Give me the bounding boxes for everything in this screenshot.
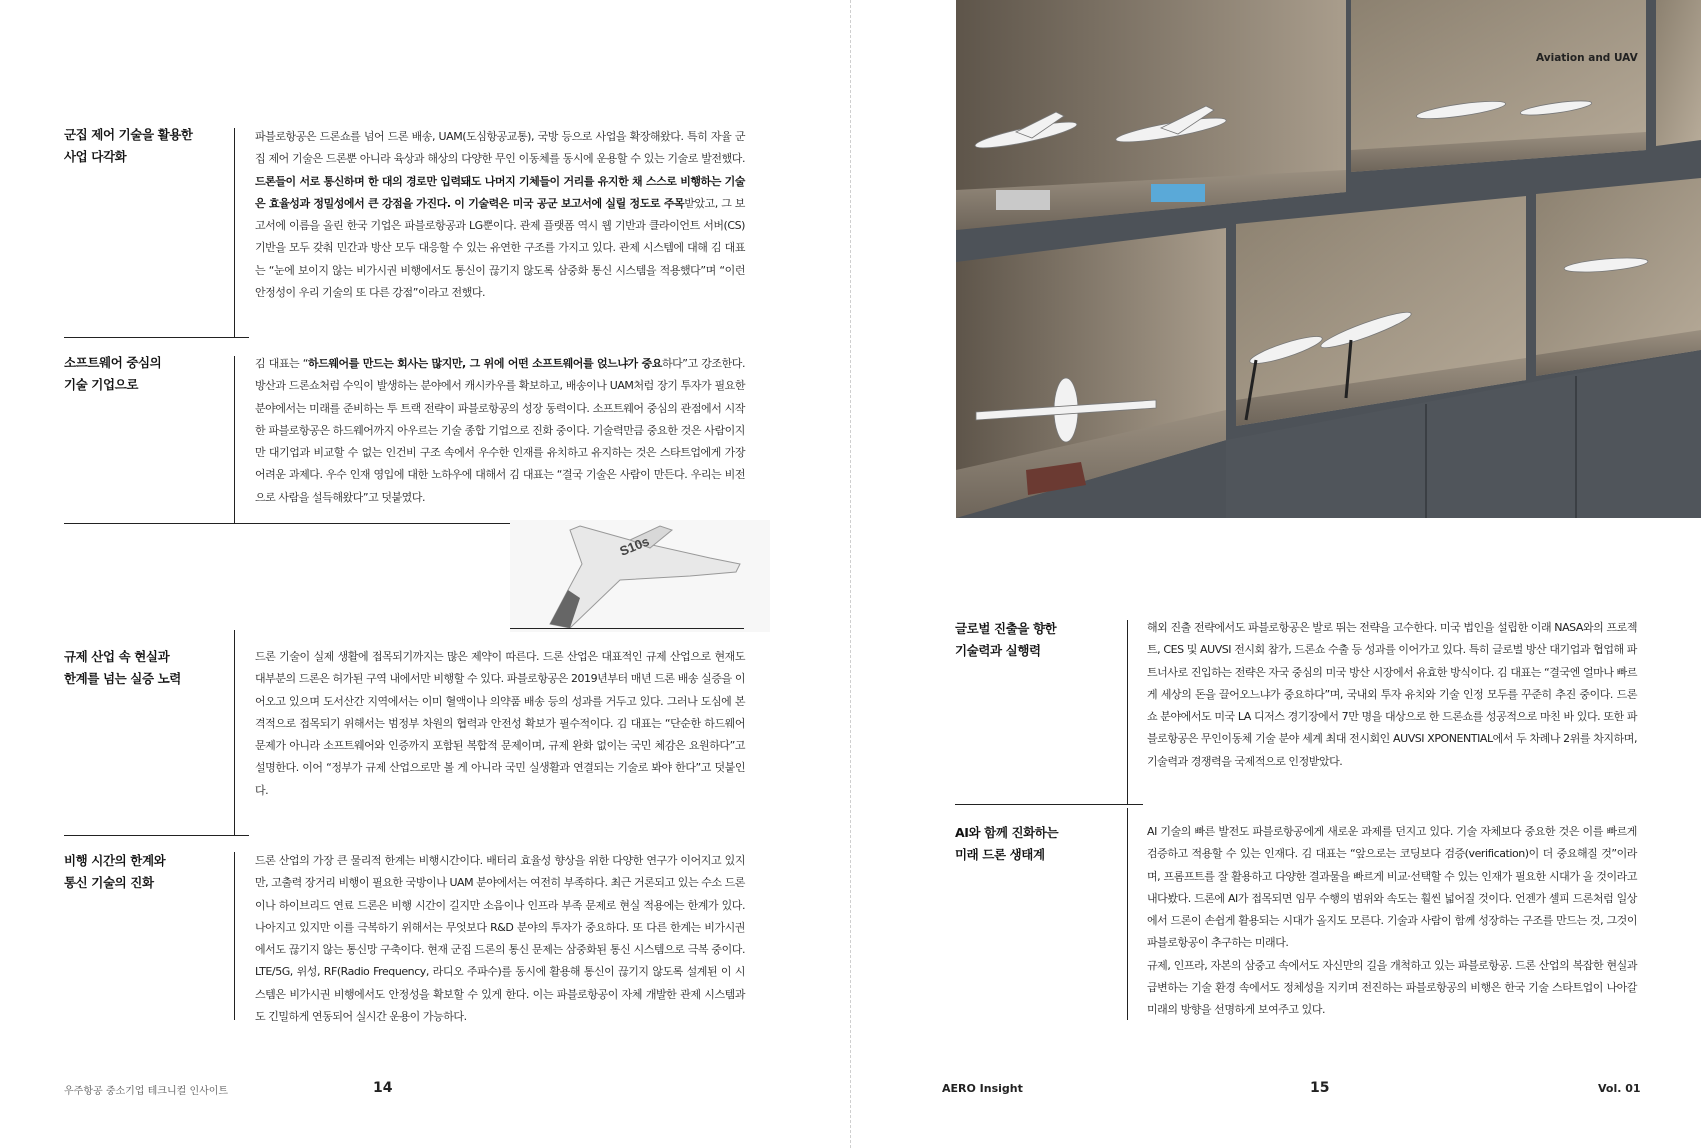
section-title-line: 기술 기업으로 — [64, 377, 139, 392]
section-title-line: 비행 시간의 한계와 — [64, 853, 166, 868]
page-number: 15 — [1310, 1080, 1330, 1096]
section-title-line: 규제 산업 속 현실과 — [64, 649, 170, 664]
section-vertical-rule — [234, 630, 235, 836]
paragraph-emphasis: 하드웨어를 만드는 회사는 많지만, 그 위에 어떤 소프트웨어를 얹느냐가 중요 — [308, 357, 662, 370]
paragraph-text: 규제, 인프라, 자본의 삼중고 속에서도 자신만의 길을 개척하고 있는 파블로항공. 드론 산업의 복잡한 현실과 급변하는 기술 환경 속에서도 정체성을 지키며 전진하는 파블로항공의 비행은 한국 기술 스타트업이 나아갈 미래의 방향을 선명하게 보여주고 있다. — [1147, 958, 1637, 1017]
section-paragraph-3 — [255, 646, 745, 802]
section-title-line: 군집 제어 기술을 활용한 — [64, 127, 193, 142]
paragraph-text: 하다”고 강조한다. 방산과 드론쇼처럼 수익이 발생하는 분야에서 캐시카우를 확보하고, 배송이나 UAM처럼 장기 투자가 필요한 분야에서는 미래를 준비하는 투 트랙 전략이 파블로항공의 성장 동력이다. 소프트웨어 중심의 관점에서 시작한 파블로항공은 하드웨어까지 아우르는 기술 종합 기업으로 진화 중이다. 기술력만큼 중요한 것은 사람이지만 대기업과 비교할 수 없는 인건비 구조 속에서 우수한 인재를 유치하고 유지하는 것은 스타트업에게 가장 어려운 과제다. 우수 인재 영입에 대한 노하우에 대해서 김 대표는 “결국 기술은 사람이 만든다. 우리는 비전으로 사람을 설득해왔다”고 덧붙였다. — [255, 357, 746, 504]
paragraph-text: 받았고, 그 보고서에 이름을 올린 한국 기업은 파블로항공과 LG뿐이다. 관제 플랫폼 역시 웹 기반과 클라이언트 서버(CS) 기반을 모두 갖춰 민간과 방산 모두 대응할 수 있는 유연한 구조를 가지고 있다. 관제 시스템에 대해 김 대표는 “눈에 보이지 않는 비가시권 비행에서도 통신이 끊기지 않도록 삼중화 통신 시스템을 적용했다”며 “이런 안정성이 우리 기술의 또 다른 강점”이라고 전했다. — [255, 196, 745, 300]
model-stand-base — [996, 190, 1050, 210]
footer-publication-text: 우주항공 중소기업 테크니컬 인사이트 — [64, 1086, 229, 1097]
paragraph-text: 김 대표는 “ — [255, 357, 309, 370]
section-title-line: 글로벌 진출을 향한 — [955, 621, 1057, 636]
paragraph-text: 드론 기술이 실제 생활에 접목되기까지는 많은 제약이 따른다. 드론 산업은 대표적인 규제 산업으로 현재도 대부분의 드론은 허가된 구역 내에서만 비행할 수 있다. 파블로항공은 2019년부터 매년 드론 배송 실증을 이어오고 있으며 도서산간 지역에서는 이미 혈액이나 의약품 배송 등의 성과를 거두고 있다. 그러나 도심에 본격적으로 접목되기 위해서는 범정부 차원의 협력과 안전성 확보가 필수적이다. 김 대표는 “단순한 하드웨어 문제가 아니라 소프트웨어와 인증까지 포함된 복합적 문제이며, 규제 완화 없이는 국민 체감은 요원하다”고 설명한다. 이어 “정부가 규제 산업으로만 볼 게 아니라 국민 실생활과 연결되는 기술로 봐야 한다”고 덧붙인다. — [255, 650, 745, 797]
section-title-1 — [64, 124, 193, 168]
drone-marking-text: S10s — [617, 533, 652, 559]
section-horizontal-rule — [510, 628, 744, 629]
section-horizontal-rule — [955, 804, 1143, 805]
paragraph-emphasis: 드론들이 서로 통신하며 한 대의 경로만 입력돼도 나머지 기체들이 거리를 유지한 채 스스로 비행하는 기술은 효율성과 정밀성에서 큰 강점을 가진다. 이 기술력은 미국 공군 보고서에 실릴 정도로 주목 — [255, 174, 745, 210]
section-title-line: AI와 함께 진화하는 — [955, 825, 1059, 840]
section-vertical-rule — [234, 128, 235, 338]
paragraph-text: 드론 산업의 가장 큰 물리적 한계는 비행시간이다. 배터리 효율성 향상을 위한 다양한 연구가 이어지고 있지만, 고출력 장거리 비행이 필요한 국방이나 UAM 분야에서는 여전히 부족하다. 최근 거론되고 있는 수소 드론이나 하이브리드 연료 드론은 비행 시간이 길지만 소음이나 인프라 부족 문제로 현실 적용에는 한계가 있다. 나아지고 있지만 이를 극복하기 위해서는 무엇보다 R&D 분야의 투자가 중요하다. 또 다른 한계는 비가시권에서도 끊기지 않는 통신망 구축이다. 현재 군집 드론의 통신 문제는 삼중화된 통신 시스템으로 극복 중이다. LTE/5G, 위성, RF(Radio Frequency, 라디오 주파수)를 동시에 활용해 통신이 끊기지 않도록 설계된 이 시스템은 비가시권 비행에서도 안정성을 확보할 수 있게 한다. 이는 파블로항공이 자체 개발한 관제 시스템과도 긴밀하게 연동되어 실시간 운용이 가능하다. — [255, 854, 745, 1024]
left-page — [0, 0, 850, 1148]
section-vertical-rule — [234, 852, 235, 1020]
section-horizontal-rule — [64, 835, 249, 836]
section-horizontal-rule — [64, 337, 249, 338]
section-title-3 — [64, 646, 181, 690]
footer-volume: Vol. 01 — [1598, 1082, 1641, 1095]
section-paragraph-6 — [1147, 821, 1637, 1022]
photo-caption-label: Aviation and UAV — [1536, 52, 1638, 64]
section-paragraph-1 — [255, 126, 745, 304]
paragraph-text: 파블로항공은 드론쇼를 넘어 드론 배송, UAM(도심항공교통), 국방 등으로 사업을 확장해왔다. 특히 자율 군집 제어 기술은 드론뿐 아니라 육상과 해상의 다양한 무인 이동체를 동시에 운용할 수 있는 기술로 발전했다. — [255, 130, 745, 166]
display-cabinet-illustration — [956, 0, 1701, 518]
section-vertical-rule — [1127, 620, 1128, 805]
cabinet-compartment — [1656, 0, 1701, 146]
model-aircraft-display-photo — [956, 0, 1701, 518]
page-spine-divider — [850, 0, 852, 1148]
section-paragraph-5 — [1147, 617, 1637, 773]
section-title-5 — [955, 618, 1056, 662]
section-title-line: 미래 드론 생태계 — [955, 847, 1045, 862]
section-title-line: 소프트웨어 중심의 — [64, 355, 162, 370]
section-title-line: 한계를 넘는 실증 노력 — [64, 671, 181, 686]
paragraph-text: AI 기술의 빠른 발전도 파블로항공에게 새로운 과제를 던지고 있다. 기술 자체보다 중요한 것은 이를 빠르게 검증하고 적용할 수 있는 인재다. 김 대표는 “앞으로는 코딩보다 검증(verification)이 더 중요해질 것”이라며, 프롬프트를 잘 활용하고 다양한 결과물을 빠르게 비교·선택할 수 있는 인재가 필요한 시대가 올 것이라고 내다봤다. 드론에 AI가 접목되면 임무 수행의 범위와 속도는 훨씬 넓어질 것이다. 언젠가 셀피 드론처럼 일상에서 드론이 손쉽게 활용되는 시대가 올지도 모른다. 기술과 사람이 함께 성장하는 구조를 만드는 것, 그것이 파블로항공이 추구하는 미래다. — [1147, 825, 1637, 950]
paragraph-text: 해외 진출 전략에서도 파블로항공은 발로 뛰는 전략을 고수한다. 미국 법인을 설립한 이래 NASA와의 프로젝트, CES 및 AUVSI 전시회 참가, 드론쇼 수출 등 성과를 이어가고 있다. 특히 글로벌 방산 대기업과 협업해 파트너사로 진입하는 전략은 자국 중심의 미국 방산 시장에서 유효한 방식이다. 김 대표는 “결국엔 얼마나 빠르게 세상의 돈을 끌어오느냐가 중요하다”며, 국내외 투자 유치와 기술 인정 모두를 꾸준히 추진 중이다. 드론쇼 분야에서도 미국 LA 디저스 경기장에서 7만 명을 대상으로 한 드론쇼를 성공적으로 마친 바 있다. 또한 파블로항공은 무인이동체 기술 분야 세계 최대 전시회인 AUVSI XPONENTIAL에서 두 차례나 2위를 차지하며, 기술력과 경쟁력을 국제적으로 인정받았다. — [1147, 621, 1637, 768]
model-stand-base — [1151, 184, 1205, 202]
section-vertical-rule — [234, 356, 235, 524]
section-paragraph-4 — [255, 850, 745, 1028]
section-title-line: 통신 기술의 진화 — [64, 875, 154, 890]
section-title-2 — [64, 352, 161, 396]
section-vertical-rule — [1127, 808, 1128, 1020]
section-title-4 — [64, 850, 165, 894]
section-title-line: 사업 다각화 — [64, 149, 127, 164]
page-number: 14 — [373, 1080, 393, 1096]
footer-brand: AERO Insight — [942, 1082, 1023, 1095]
drone-wing-image — [510, 520, 770, 632]
section-title-6 — [955, 822, 1058, 866]
section-paragraph-2 — [255, 353, 745, 509]
section-title-line: 기술력과 실행력 — [955, 643, 1041, 658]
